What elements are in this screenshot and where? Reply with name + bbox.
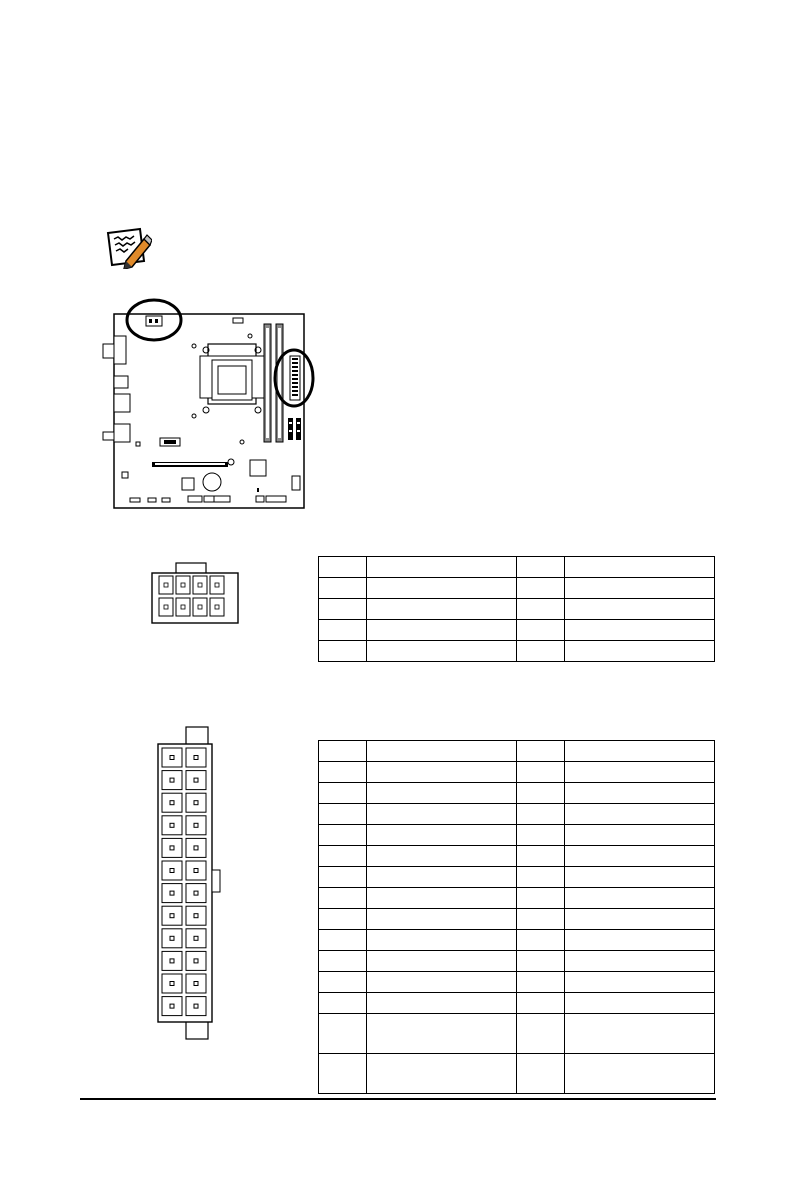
pin-contact bbox=[170, 869, 174, 873]
pin-row bbox=[319, 951, 715, 972]
pin-table-8pin bbox=[318, 556, 715, 662]
pin-cell bbox=[517, 825, 565, 846]
pin-contact bbox=[170, 982, 174, 986]
connector-24pin-drawing bbox=[156, 726, 222, 1040]
pin-cell bbox=[565, 620, 715, 641]
pin-cell bbox=[565, 972, 715, 993]
pin-cell bbox=[565, 578, 715, 599]
pin-cell bbox=[565, 993, 715, 1014]
pin-contact bbox=[194, 1004, 198, 1008]
pin-cell bbox=[319, 846, 367, 867]
pin-cell bbox=[517, 599, 565, 620]
pin-cell bbox=[565, 825, 715, 846]
pin-cell bbox=[319, 641, 367, 662]
pin-cell bbox=[367, 1054, 517, 1094]
pin-cell bbox=[565, 804, 715, 825]
connector-8pin-drawing bbox=[150, 562, 240, 626]
note-pencil-icon bbox=[104, 227, 152, 269]
pin-contact bbox=[170, 756, 174, 760]
pin-cell bbox=[367, 825, 517, 846]
pin-cell bbox=[565, 867, 715, 888]
pin-cell bbox=[319, 993, 367, 1014]
pin-cell bbox=[517, 1014, 565, 1054]
pin-cell bbox=[565, 599, 715, 620]
pin-contact bbox=[170, 846, 174, 850]
pin-cell bbox=[319, 909, 367, 930]
pin-cell bbox=[565, 846, 715, 867]
pin-cell bbox=[367, 641, 517, 662]
pin-row bbox=[319, 1054, 715, 1094]
pin-cell bbox=[517, 951, 565, 972]
pin-contact bbox=[170, 1004, 174, 1008]
pin-contact bbox=[194, 756, 198, 760]
pin-row bbox=[319, 762, 715, 783]
pin-cell bbox=[517, 909, 565, 930]
pin-row bbox=[319, 620, 715, 641]
pin-cell bbox=[367, 578, 517, 599]
pin-row bbox=[319, 741, 715, 762]
pin-cell bbox=[367, 930, 517, 951]
pin-contact bbox=[194, 891, 198, 895]
pin-cell bbox=[319, 783, 367, 804]
pin-cell bbox=[367, 620, 517, 641]
pin-row bbox=[319, 783, 715, 804]
pin-cell bbox=[565, 951, 715, 972]
pin-cell bbox=[367, 846, 517, 867]
pin-cell bbox=[319, 762, 367, 783]
pin-contact bbox=[170, 778, 174, 782]
pin-cell bbox=[565, 557, 715, 578]
pin-row bbox=[319, 599, 715, 620]
pin-contact bbox=[170, 823, 174, 827]
pin-cell bbox=[367, 888, 517, 909]
pin-contact bbox=[194, 982, 198, 986]
pin-cell bbox=[367, 557, 517, 578]
pin-cell bbox=[517, 804, 565, 825]
pin-cell bbox=[319, 599, 367, 620]
pin-cell bbox=[565, 641, 715, 662]
pin-cell bbox=[319, 741, 367, 762]
pin-cell bbox=[367, 741, 517, 762]
pin-row bbox=[319, 993, 715, 1014]
pin-contact bbox=[194, 823, 198, 827]
pin-cell bbox=[565, 1014, 715, 1054]
pin-contact bbox=[194, 869, 198, 873]
pin-row bbox=[319, 804, 715, 825]
pin-cell bbox=[319, 825, 367, 846]
pin-cell bbox=[517, 557, 565, 578]
pin-cell bbox=[319, 888, 367, 909]
pin-cell bbox=[517, 972, 565, 993]
pin-cell bbox=[367, 804, 517, 825]
pin-table-24pin bbox=[318, 740, 715, 1094]
pin-cell bbox=[565, 762, 715, 783]
pin-row bbox=[319, 930, 715, 951]
pin-cell bbox=[319, 804, 367, 825]
pin-cell bbox=[319, 972, 367, 993]
pin-row bbox=[319, 578, 715, 599]
pin-cell bbox=[565, 930, 715, 951]
pin-row bbox=[319, 557, 715, 578]
pin-cell bbox=[319, 930, 367, 951]
pin-row bbox=[319, 867, 715, 888]
pin-contact bbox=[170, 891, 174, 895]
pin-cell bbox=[517, 930, 565, 951]
pin-cell bbox=[565, 741, 715, 762]
pin-cell bbox=[319, 867, 367, 888]
pin-cell bbox=[367, 867, 517, 888]
motherboard-layout bbox=[100, 296, 320, 512]
pin-cell bbox=[565, 888, 715, 909]
pin-contact bbox=[194, 846, 198, 850]
pin-row bbox=[319, 1014, 715, 1054]
pin-contact bbox=[170, 936, 174, 940]
pin-row bbox=[319, 846, 715, 867]
pin-cell bbox=[367, 1014, 517, 1054]
pin-cell bbox=[517, 641, 565, 662]
pin-cell bbox=[517, 888, 565, 909]
pin-cell bbox=[517, 762, 565, 783]
pin-cell bbox=[517, 1054, 565, 1094]
pin-row bbox=[319, 825, 715, 846]
pin-cell bbox=[367, 972, 517, 993]
pin-contact bbox=[194, 801, 198, 805]
pin-cell bbox=[517, 741, 565, 762]
pin-contact bbox=[170, 801, 174, 805]
pin-contact bbox=[194, 914, 198, 918]
pin-row bbox=[319, 909, 715, 930]
pin-contact bbox=[194, 936, 198, 940]
pin-cell bbox=[319, 620, 367, 641]
pin-cell bbox=[565, 783, 715, 804]
pin-contact bbox=[194, 959, 198, 963]
pin-cell bbox=[367, 599, 517, 620]
pin-cell bbox=[517, 846, 565, 867]
pin-cell bbox=[319, 951, 367, 972]
pin-cell bbox=[319, 1054, 367, 1094]
pin-cell bbox=[517, 620, 565, 641]
pin-cell bbox=[517, 993, 565, 1014]
footer-rule bbox=[80, 1098, 716, 1100]
pin-cell bbox=[517, 578, 565, 599]
pin-contact bbox=[194, 778, 198, 782]
pin-cell bbox=[367, 762, 517, 783]
pin-cell bbox=[367, 951, 517, 972]
pin-cell bbox=[565, 1054, 715, 1094]
pin-cell bbox=[319, 578, 367, 599]
pin-cell bbox=[565, 909, 715, 930]
pin-contact bbox=[170, 959, 174, 963]
pin-cell bbox=[367, 783, 517, 804]
pin-cell bbox=[367, 993, 517, 1014]
pin-row bbox=[319, 641, 715, 662]
pin-contact bbox=[170, 914, 174, 918]
pin-row bbox=[319, 888, 715, 909]
pin-cell bbox=[517, 867, 565, 888]
pin-cell bbox=[319, 1014, 367, 1054]
pin-cell bbox=[319, 557, 367, 578]
pin-row bbox=[319, 972, 715, 993]
pin-cell bbox=[517, 783, 565, 804]
pin-cell bbox=[367, 909, 517, 930]
